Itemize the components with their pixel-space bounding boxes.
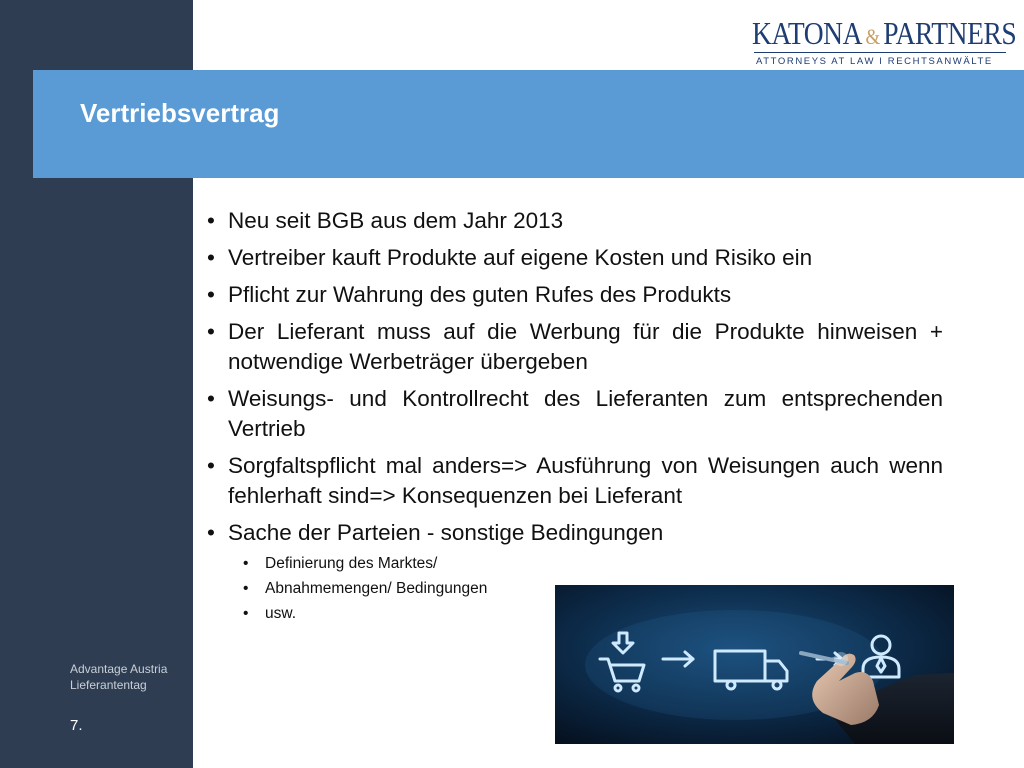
bullet-item <box>207 280 943 310</box>
bullet-item <box>207 384 943 444</box>
slide-number: 7. <box>70 717 83 734</box>
sub-bullet-item <box>243 551 943 576</box>
bullet-item <box>207 243 943 273</box>
bullet-item <box>207 518 943 548</box>
bullet-text: Neu seit BGB aus dem Jahr 2013 <box>228 208 564 233</box>
business-process-photo <box>555 585 954 744</box>
logo-divider <box>754 52 1006 53</box>
bullet-text: Vertreiber kauft Produkte auf eigene Kosten und Risiko ein <box>228 245 813 270</box>
bullet-dot: • <box>207 386 215 411</box>
footer-line-2: Lieferantentag <box>70 678 147 692</box>
footer-text <box>70 661 167 693</box>
slide-title: Vertriebsvertrag <box>80 98 280 128</box>
logo-ampersand: & <box>865 24 880 49</box>
sub-bullet-dot: • <box>243 555 249 572</box>
bullet-dot: • <box>207 319 215 344</box>
sub-bullet-text: Abnahmemengen/ Bedingungen <box>265 580 488 597</box>
logo-name-left: KATONA <box>752 15 863 51</box>
bullet-dot: • <box>207 453 215 478</box>
bullet-dot: • <box>207 520 215 545</box>
bullet-text: Weisungs- und Kontrollrecht des Lieferanten zum entsprechenden Vertrieb <box>228 386 943 441</box>
sub-bullet-dot: • <box>243 605 249 622</box>
sub-bullet-text: Definierung des Marktes/ <box>265 555 438 572</box>
bullet-text: Der Lieferant muss auf die Werbung für die Produkte hinweisen + notwendige Werbeträger übergeben <box>228 319 943 374</box>
bullet-dot: • <box>207 282 215 307</box>
sub-bullet-dot: • <box>243 580 249 597</box>
bullet-dot: • <box>207 208 215 233</box>
bullet-item <box>207 451 943 511</box>
logo-tagline: ATTORNEYS AT LAW I RECHTSANWÄLTE <box>756 56 993 67</box>
bullet-item <box>207 317 943 377</box>
bullet-text: Pflicht zur Wahrung des guten Rufes des Produkts <box>228 282 732 307</box>
bullet-text: Sorgfaltspflicht mal anders=> Ausführung von Weisungen auch wenn fehlerhaft sind=> Konsequenzen bei Lieferant <box>228 453 943 508</box>
bullet-dot: • <box>207 245 215 270</box>
sub-bullet-text: usw. <box>265 605 297 622</box>
logo-name-right: PARTNERS <box>883 15 1017 51</box>
bullet-list <box>207 206 943 626</box>
bullet-text: Sache der Parteien - sonstige Bedingungen <box>228 520 664 545</box>
company-logo <box>752 15 1017 68</box>
bullet-item <box>207 206 943 236</box>
footer-line-1: Advantage Austria <box>70 662 168 676</box>
